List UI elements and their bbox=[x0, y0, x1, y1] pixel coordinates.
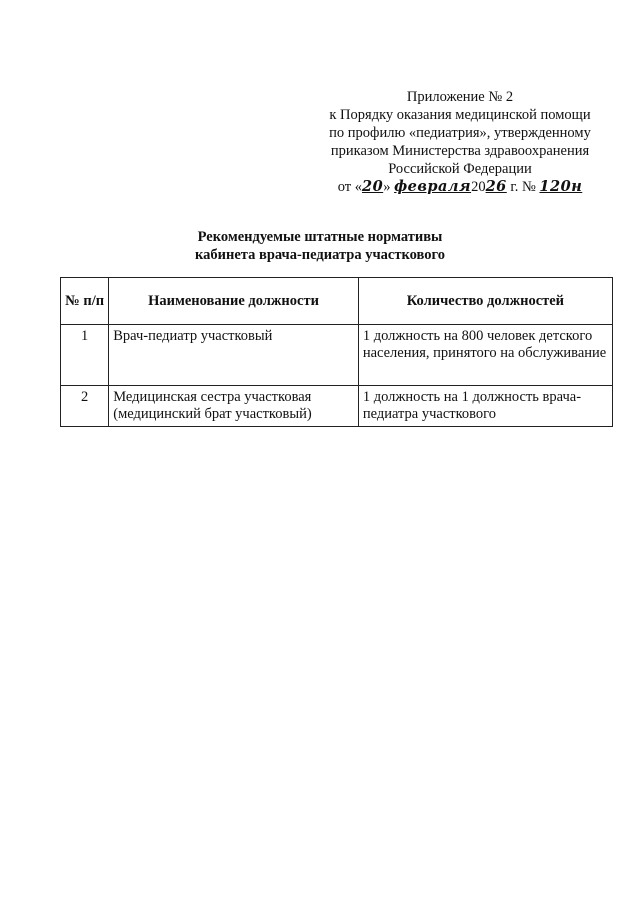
header-number: № п/п bbox=[61, 278, 109, 325]
staff-table bbox=[60, 277, 613, 427]
annex-line-ministry: приказом Министерства здравоохранения bbox=[330, 143, 590, 159]
order-date-line bbox=[300, 178, 620, 196]
table-row bbox=[61, 325, 613, 386]
date-year-end: г. № bbox=[506, 179, 536, 195]
date-month: февраля bbox=[394, 178, 472, 195]
title-line-2: кабинета врача-педиатра участкового bbox=[195, 247, 445, 263]
annex-line-profile: по профилю «педиатрия», утвержденному bbox=[329, 125, 591, 141]
row-number: 2 bbox=[61, 386, 109, 427]
row-number: 1 bbox=[61, 325, 109, 386]
document-title bbox=[0, 228, 640, 264]
row-position: Медицинская сестра участковая (медицинский брат участковый) bbox=[109, 386, 359, 427]
table-header-row bbox=[61, 278, 613, 325]
header-quantity: Количество должностей bbox=[358, 278, 612, 325]
row-quantity: 1 должность на 1 должность врача-педиатра участкового bbox=[358, 386, 612, 427]
table-row bbox=[61, 386, 613, 427]
title-line-1: Рекомендуемые штатные нормативы bbox=[197, 229, 443, 245]
date-prefix: от « bbox=[337, 179, 362, 195]
date-year-suffix: 26 bbox=[485, 178, 507, 195]
annex-line-order: к Порядку оказания медицинской помощи bbox=[329, 107, 591, 123]
annex-number: Приложение № 2 bbox=[406, 89, 514, 105]
row-position: Врач-педиатр участковый bbox=[109, 325, 359, 386]
annex-line-federation: Российской Федерации bbox=[388, 161, 532, 177]
date-mid: » bbox=[383, 179, 391, 195]
date-day: 20 bbox=[362, 178, 384, 195]
annex-header bbox=[300, 88, 620, 196]
header-position: Наименование должности bbox=[109, 278, 359, 325]
date-year-prefix: 20 bbox=[471, 179, 486, 195]
order-number: 120н bbox=[539, 178, 583, 195]
row-quantity: 1 должность на 800 человек детского населения, принятого на обслуживание bbox=[358, 325, 612, 386]
